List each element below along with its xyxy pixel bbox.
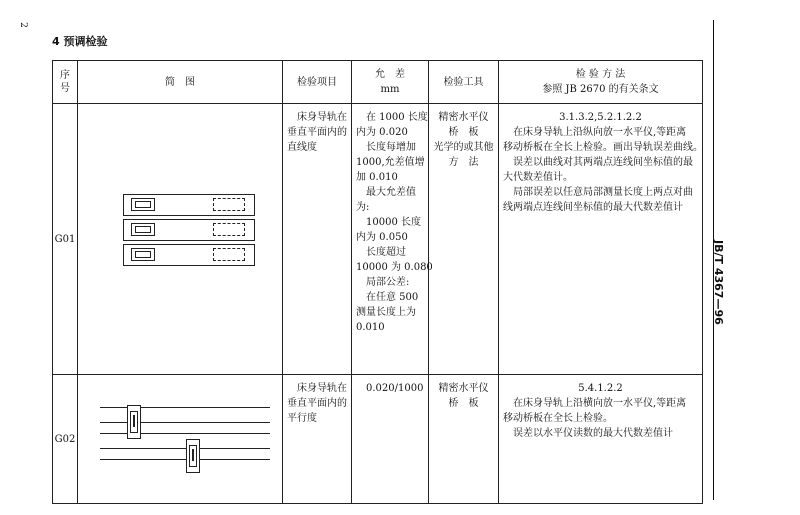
header-no xyxy=(53,61,78,104)
guideway-rail xyxy=(100,433,270,449)
tool-g01 xyxy=(429,104,499,375)
sketch-g01 xyxy=(78,104,283,375)
item-g02 xyxy=(283,375,352,504)
table-header-row xyxy=(53,61,703,104)
tolerance-g02 xyxy=(352,375,429,504)
method-line: 误差以水平仪读数的最大代数差值计 xyxy=(513,428,673,439)
tolerance-line: 局部公差: xyxy=(366,277,410,288)
header-item: 检验项目 xyxy=(283,61,352,104)
tolerance-line: 10000 长度 xyxy=(366,217,421,228)
header-method-label: 检 验 方 法 xyxy=(575,69,626,80)
level-icon xyxy=(127,405,141,439)
header-no-line: 序 xyxy=(60,70,70,81)
level-icon xyxy=(186,439,200,473)
item-g01 xyxy=(283,104,352,375)
method-line: 线两端点连线间坐标值的最大代数差值计 xyxy=(503,202,683,213)
tolerance-line: 测量长度上为 xyxy=(356,307,416,318)
tolerance-line: 0.010 xyxy=(356,322,385,333)
item-line: 垂直平面内的 xyxy=(287,398,347,409)
item-line: 垂直平面内的 xyxy=(287,127,347,138)
tolerance-line: 0.020/1000 xyxy=(366,383,424,394)
tolerance-line: 在 1000 长度 xyxy=(366,112,428,123)
level-outline-icon xyxy=(213,248,245,261)
method-line: 3.1.3.2,5.2.1.2.2 xyxy=(559,112,642,123)
method-g02 xyxy=(499,375,703,504)
level-outline-icon xyxy=(213,198,245,211)
header-sketch-label: 简 图 xyxy=(165,76,195,88)
item-line: 床身导轨在 xyxy=(297,383,347,394)
header-tolerance-label: 允 差 xyxy=(375,69,405,80)
tolerance-line: 10000 为 0.080 xyxy=(356,262,433,273)
method-line: 在床身导轨上沿纵向放一水平仪,等距离 xyxy=(513,127,687,138)
tolerance-line: 长度超过 xyxy=(366,247,406,258)
method-line: 在床身导轨上沿横向放一水平仪,等距离 xyxy=(513,398,687,409)
inspection-table xyxy=(52,60,703,504)
level-icon xyxy=(131,198,155,211)
guideway-rail xyxy=(100,459,270,461)
tool-line: 桥 板 xyxy=(448,127,479,138)
level-icon xyxy=(131,248,155,261)
tool-line: 方 法 xyxy=(448,157,479,168)
tool-line: 精密水平仪 xyxy=(438,383,489,394)
sketch-g02 xyxy=(78,375,283,504)
tolerance-line: 内为 0.020 xyxy=(356,127,408,138)
tolerance-line: 为: xyxy=(356,202,370,213)
header-tolerance-unit: mm xyxy=(380,84,400,95)
header-tool: 检验工具 xyxy=(429,61,499,104)
tool-line: 光学的或其他 xyxy=(433,142,494,153)
tolerance-line: 1000,允差值增 xyxy=(356,157,425,168)
tolerance-line: 内为 0.050 xyxy=(356,232,408,243)
tolerance-g01 xyxy=(352,104,433,375)
tolerance-line: 长度每增加 xyxy=(366,142,416,153)
header-sketch xyxy=(78,61,283,104)
method-line: 移动桥板在全长上检验。 xyxy=(503,413,613,424)
tolerance-line: 最大允差值 xyxy=(366,187,416,198)
item-line: 床身导轨在 xyxy=(297,112,347,123)
header-method-ref: 参照 JB 2670 的有关条文 xyxy=(542,84,659,95)
row-number: G02 xyxy=(53,375,78,504)
header-no-line: 号 xyxy=(60,83,70,94)
header-tolerance xyxy=(352,61,429,104)
row-number: G01 xyxy=(53,104,78,375)
method-line: 误差以曲线对其两端点连线间坐标值的最 xyxy=(513,157,693,168)
header-method xyxy=(499,61,703,104)
tool-line: 桥 板 xyxy=(448,398,479,409)
tolerance-line: 在任意 500 xyxy=(366,292,419,303)
method-line: 局部误差以任意局部测量长度上两点对曲 xyxy=(513,187,693,198)
item-line: 平行度 xyxy=(287,413,317,424)
level-icon xyxy=(131,223,155,236)
tool-g02 xyxy=(429,375,499,504)
method-line: 移动桥板在全长上检验。画出导轨误差曲线。 xyxy=(503,142,703,153)
method-line: 大代数差值计。 xyxy=(503,172,573,183)
standard-code: JB/T 4367—96 xyxy=(712,240,725,325)
tolerance-line: 加 0.010 xyxy=(356,172,398,183)
tool-line: 精密水平仪 xyxy=(438,112,489,123)
level-outline-icon xyxy=(213,223,245,236)
table-row xyxy=(53,375,703,504)
table-row xyxy=(53,104,703,375)
guideway-rail xyxy=(100,407,270,423)
item-line: 直线度 xyxy=(287,142,317,153)
method-line: 5.4.1.2.2 xyxy=(578,383,623,394)
method-g01 xyxy=(499,104,703,375)
page-number: 2 xyxy=(17,22,28,28)
section-title: 4 预调检验 xyxy=(52,35,108,48)
